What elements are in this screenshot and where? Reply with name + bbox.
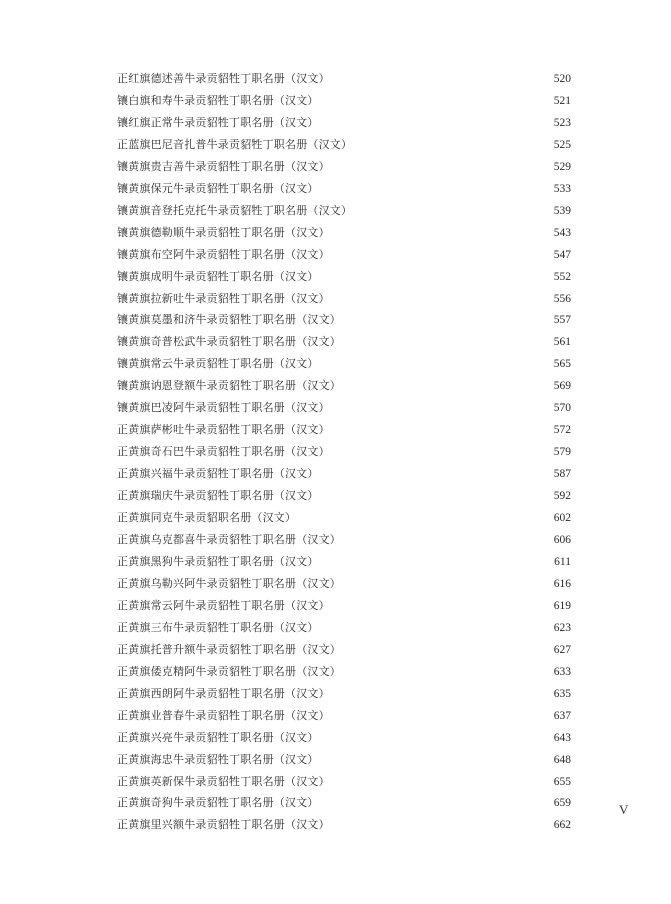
toc-entry-page: 637 [553,709,571,722]
toc-entry-title: 镶黄旗保元牛录贡貂牲丁职名册（汉文） [117,181,319,195]
toc-entry-title: 正黄旗萨彬吐牛录贡貂牲丁职名册（汉文） [117,423,330,437]
toc-entry-page: 579 [553,446,571,459]
toc-entry-page: 633 [553,665,571,678]
table-of-contents [0,68,671,836]
toc-entry [0,683,671,705]
toc-entry [0,771,671,793]
toc-entry [0,573,671,595]
toc-entry-title: 正黄旗奇狗牛录贡貂牲丁职名册（汉文） [117,796,319,810]
toc-entry-page: 523 [553,116,571,129]
toc-entry-title: 正黄旗兴亮牛录贡貂牲丁职名册（汉文） [117,730,319,744]
toc-entry-page: 616 [553,577,571,590]
toc-entry-title: 正黄旗同克牛录贡貂职名册（汉文） [117,511,297,525]
toc-entry [0,441,671,463]
toc-entry-page: 547 [553,248,571,261]
toc-entry-title: 镶黄旗贵吉善牛录贡貂牲丁职名册（汉文） [117,159,330,173]
toc-entry [0,397,671,419]
toc-entry-title: 镶黄旗布空阿牛录贡貂牲丁职名册（汉文） [117,247,330,261]
toc-entry [0,68,671,90]
toc-entry-page: 543 [553,226,571,239]
toc-entry [0,705,671,727]
toc-entry-title: 正红旗德述善牛录贡貂牲丁职名册（汉文） [117,72,330,85]
toc-entry [0,419,671,441]
toc-entry [0,375,671,397]
toc-entry-page: 606 [553,534,571,547]
toc-entry [0,244,671,266]
page-folio: V [619,802,629,817]
toc-entry-title: 正黄旗乌勒兴阿牛录贡貂牲丁职名册（汉文） [117,576,341,590]
toc-entry [0,529,671,551]
toc-entry [0,90,671,112]
toc-entry-title: 正黄旗三布牛录贡貂牲丁职名册（汉文） [117,620,319,634]
toc-entry-title: 正黄旗奇石巴牛录贡貂牲丁职名册（汉文） [117,445,330,459]
toc-entry-title: 镶黄旗拉新吐牛录贡貂牲丁职名册（汉文） [117,291,330,305]
toc-entry-page: 556 [553,292,571,305]
toc-entry [0,595,671,617]
toc-entry-page: 619 [553,599,571,612]
toc-entry [0,156,671,178]
toc-entry [0,200,671,222]
toc-entry-title: 正蓝旗巴尼音扎普牛录贡貂牲丁职名册（汉文） [117,137,353,151]
toc-entry-title: 镶黄旗讷恩登额牛录贡貂牲丁职名册（汉文） [117,379,341,393]
toc-entry [0,485,671,507]
toc-entry-page: 572 [553,424,571,437]
toc-entry [0,617,671,639]
toc-entry-page: 552 [553,270,571,283]
toc-entry-page: 587 [553,468,571,481]
toc-entry-page: 643 [553,731,571,744]
toc-entry-title: 镶白旗和寿牛录贡貂牲丁职名册（汉文） [117,93,319,107]
toc-entry [0,463,671,485]
toc-entry-title: 正黄旗里兴额牛录贡貂牲丁职名册（汉文） [117,818,330,832]
toc-entry-page: 521 [553,94,571,107]
toc-entry-title: 正黄旗兴福牛录贡貂牲丁职名册（汉文） [117,467,319,481]
toc-entry-title: 正黄旗黑狗牛录贡貂牲丁职名册（汉文） [117,554,319,568]
toc-entry-title: 镶黄旗巴凌阿牛录贡貂牲丁职名册（汉文） [117,401,330,415]
toc-entry-title: 正黄旗英新保牛录贡貂牲丁职名册（汉文） [117,774,330,788]
toc-entry-page: 592 [553,490,571,503]
toc-entry-page: 662 [553,819,571,832]
toc-entry-page: 623 [553,621,571,634]
toc-entry [0,551,671,573]
toc-entry-title: 镶黄旗德勒顺牛录贡貂牲丁职名册（汉文） [117,225,330,239]
toc-entry-page: 659 [553,797,571,810]
toc-entry-page: 648 [553,753,571,766]
toc-entry [0,112,671,134]
toc-entry-title: 镶黄旗成明牛录贡貂牲丁职名册（汉文） [117,269,319,283]
toc-entry-title: 正黄旗海忠牛录贡貂牲丁职名册（汉文） [117,752,319,766]
toc-entry-title: 镶黄旗音登托克托牛录贡貂牲丁职名册（汉文） [117,203,353,217]
toc-entry-page: 529 [553,160,571,173]
toc-entry [0,178,671,200]
toc-entry-title: 正黄旗业普春牛录贡貂牲丁职名册（汉文） [117,708,330,722]
toc-entry [0,266,671,288]
toc-entry-title: 正黄旗托普升额牛录贡貂牲丁职名册（汉文） [117,642,341,656]
toc-entry-title: 正黄旗乌克都喜牛录贡貂牲丁职名册（汉文） [117,533,341,547]
toc-entry-title: 镶红旗正常牛录贡貂牲丁职名册（汉文） [117,115,319,129]
toc-entry-title: 镶黄旗常云牛录贡貂牲丁职名册（汉文） [117,357,319,371]
toc-entry-title: 正黄旗倭克精阿牛录贡貂牲丁职名册（汉文） [117,664,341,678]
toc-entry [0,639,671,661]
toc-entry [0,792,671,814]
toc-entry-page: 627 [553,643,571,656]
toc-entry-page: 635 [553,687,571,700]
toc-entry [0,288,671,310]
toc-entry [0,727,671,749]
toc-entry-title: 正黄旗西朗阿牛录贡貂牲丁职名册（汉文） [117,686,330,700]
toc-entry [0,134,671,156]
toc-entry-page: 557 [553,314,571,327]
toc-entry [0,353,671,375]
toc-entry [0,749,671,771]
toc-entry-title: 镶黄旗莫墨和济牛录贡貂牲丁职名册（汉文） [117,313,341,327]
toc-entry-title: 镶黄旗奇普松武牛录贡貂牲丁职名册（汉文） [117,335,341,349]
toc-entry-page: 655 [553,775,571,788]
toc-entry-page: 565 [553,358,571,371]
toc-entry-page: 611 [554,555,571,568]
toc-entry-page: 569 [553,380,571,393]
toc-entry [0,222,671,244]
toc-entry [0,331,671,353]
toc-entry-page: 539 [553,204,571,217]
toc-entry-page: 561 [553,336,571,349]
toc-entry-title: 正黄旗常云阿牛录贡貂牲丁职名册（汉文） [117,598,330,612]
toc-entry-page: 525 [553,138,571,151]
toc-entry [0,507,671,529]
toc-entry-title: 正黄旗瑞庆牛录贡貂牲丁职名册（汉文） [117,489,319,503]
toc-entry-page: 602 [553,512,571,525]
toc-entry-page: 533 [553,182,571,195]
toc-entry [0,661,671,683]
toc-entry-page: 570 [553,402,571,415]
toc-entry-page: 520 [553,73,571,85]
toc-entry [0,309,671,331]
toc-entry [0,814,671,836]
